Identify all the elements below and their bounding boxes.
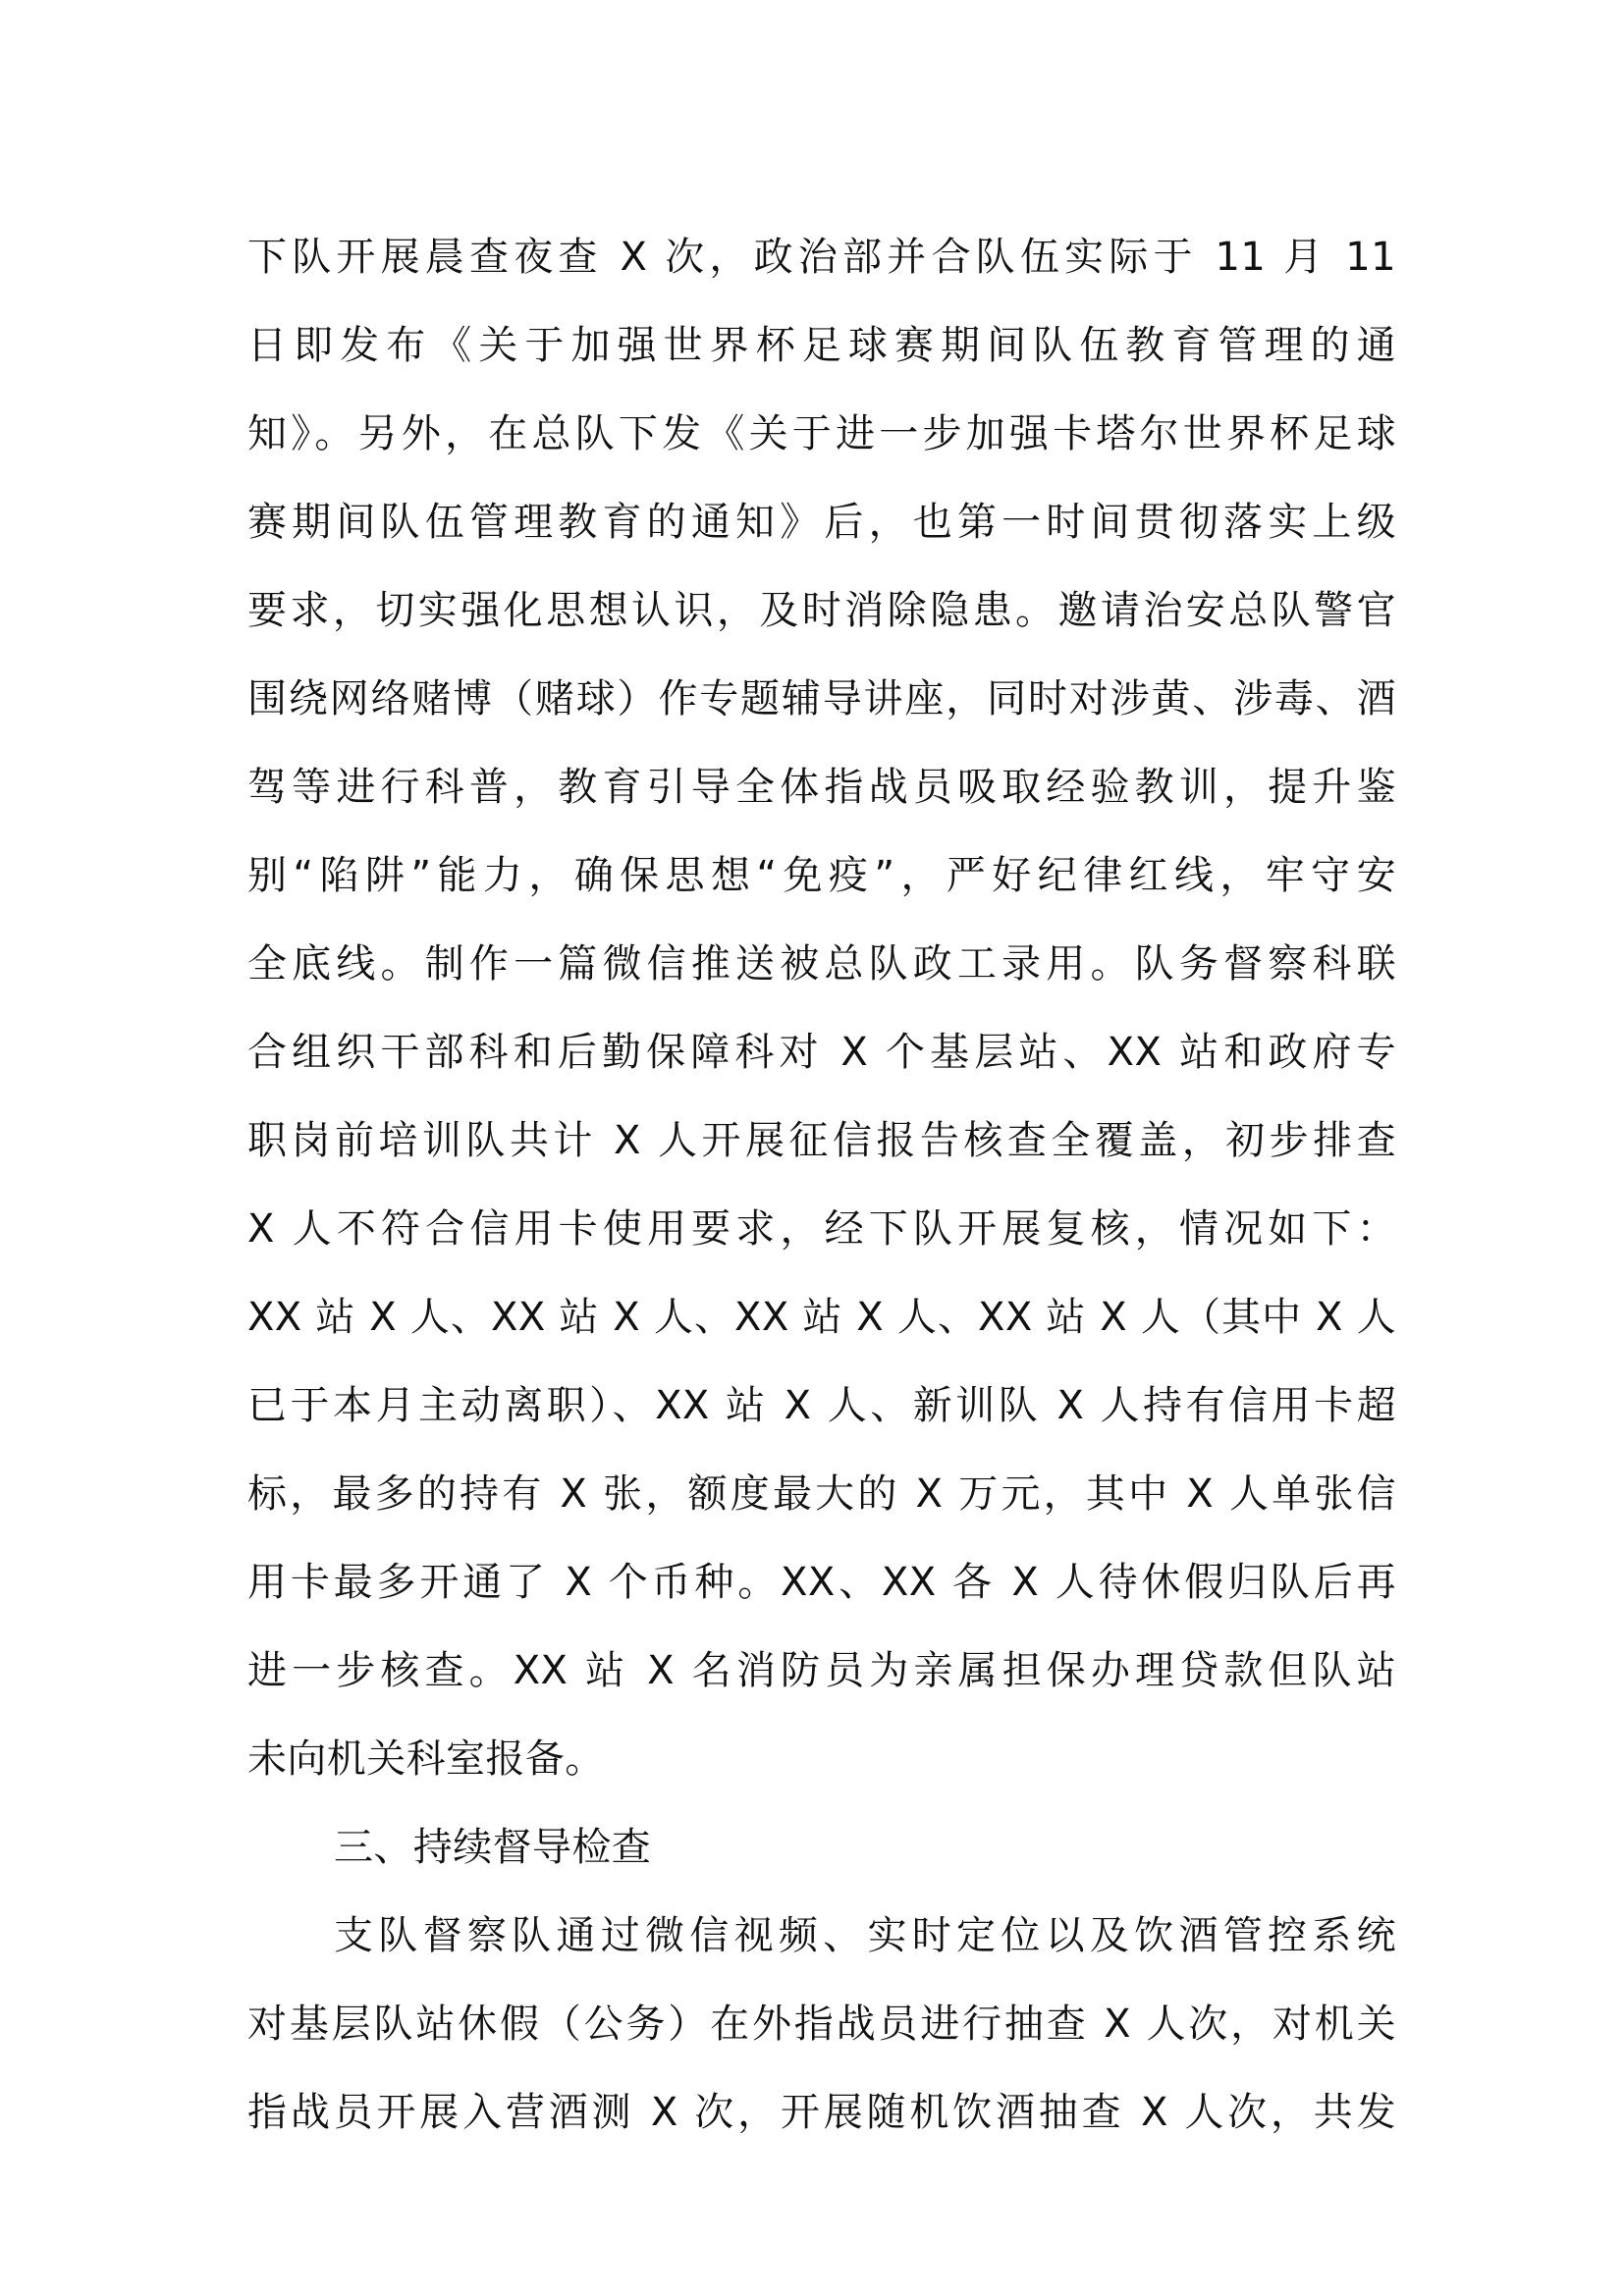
paragraph-line: 知》。另外，在总队下发《关于进一步加强卡塔尔世界杯足球 (247, 411, 1396, 456)
paragraph-line: 别“陷阱”能力，确保思想“免疫”，严好纪律红线，牢守安 (247, 853, 1396, 898)
paragraph-line: 赛期间队伍管理教育的通知》后，也第一时间贯彻落实上级 (247, 500, 1396, 545)
paragraph-line: 下队开展晨查夜查 X 次，政治部并合队伍实际于 11 月 11 (247, 235, 1396, 280)
paragraph-line: 日即发布《关于加强世界杯足球赛期间队伍教育管理的通 (247, 323, 1396, 368)
paragraph-line: 驾等进行科普，教育引导全体指战员吸取经验教训，提升鉴 (247, 765, 1396, 810)
paragraph-line: 围绕网络赌博（赌球）作专题辅导讲座，同时对涉黄、涉毒、酒 (247, 676, 1396, 721)
paragraph-line: 全底线。制作一篇微信推送被总队政工录用。队务督察科联 (247, 941, 1396, 987)
paragraph-line: 进一步核查。XX 站 X 名消防员为亲属担保办理贷款但队站 (247, 1648, 1396, 1693)
paragraph-line: 合组织干部科和后勤保障科对 X 个基层站、XX 站和政府专 (247, 1030, 1396, 1075)
paragraph-line: 要求，切实强化思想认识，及时消除隐患。邀请治安总队警官 (247, 588, 1396, 633)
paragraph-line: 指战员开展入营酒测 X 次，开展随机饮酒抽查 X 人次，共发 (247, 2090, 1396, 2135)
paragraph-line: X 人不符合信用卡使用要求，经下队开展复核，情况如下： (247, 1206, 1396, 1252)
paragraph-line: 用卡最多开通了 X 个币种。XX、XX 各 X 人待休假归队后再 (247, 1560, 1396, 1605)
paragraph-line: 支队督察队通过微信视频、实时定位以及饮酒管控系统 (334, 1913, 1396, 1958)
paragraph-line: 对基层队站休假（公务）在外指战员进行抽查 X 人次，对机关 (247, 2002, 1396, 2047)
paragraph-line: 职岗前培训队共计 X 人开展征信报告核查全覆盖，初步排查 (247, 1118, 1396, 1163)
paragraph-last-line: 未向机关科室报备。 (247, 1736, 605, 1782)
paragraph-line: XX 站 X 人、XX 站 X 人、XX 站 X 人、XX 站 X 人（其中 X 人 (247, 1295, 1396, 1340)
paragraph-line: 标，最多的持有 X 张，额度最大的 X 万元，其中 X 人单张信 (247, 1471, 1396, 1517)
paragraph-line: 已于本月主动离职）、XX 站 X 人、新训队 X 人持有信用卡超 (247, 1383, 1396, 1428)
section-heading: 三、持续督导检查 (334, 1825, 652, 1870)
